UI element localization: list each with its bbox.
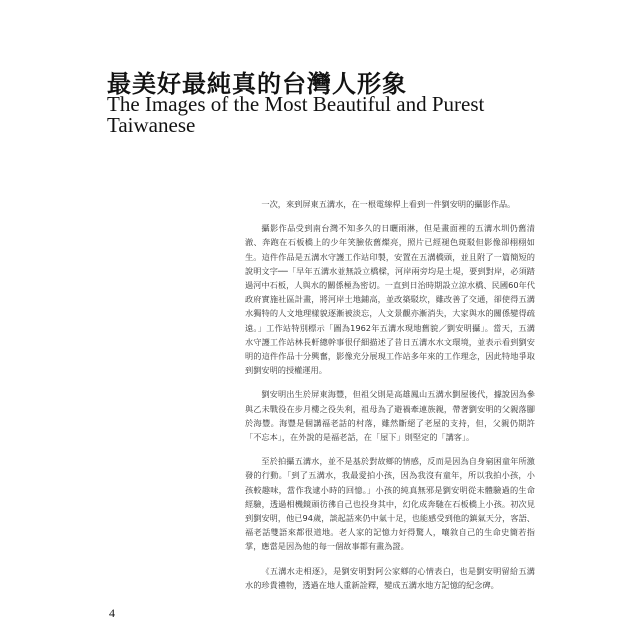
paragraph: 至於拍攝五溝水，並不是基於對故鄉的情感，反而是因為自身窮困童年所激發的行動。「到了五溝水，我最愛拍小孩，因為我沒有童年，所以我拍小孩，小孩較趣味，當作我逮小時的回憶。」小孩的純真無邪是劉安明從未體驗過的生命經驗，透過相機鏡頭彷彿自己也投身其中，幻化成奔馳在石板橋上小孩。初次見到劉安明，他已94歲，談起話來仍中氣十足，也能感受到他的鎮氣天分，客語、福老話雙語來都很道地。老人家的記憶力好得驚人，嚷敘自己的生命史簡若指掌，應當是因為他的每一個故事都有畫為證。 [245,456,535,552]
chinese-title: 最美好最純真的台灣人形象 [107,69,407,98]
paragraph: 一次，來到屏東五溝水，在一根電線桿上看到一件劉安明的攝影作品。 [261,199,516,209]
english-title: The Images of the Most Beautiful and Purest Taiwanese [107,92,485,137]
paragraph: 《五溝水走相逐》，是劉安明對阿公家鄉的心情表白，也是劉安明留給五溝水的珍貴禮物，透過在地人重新詮釋，變成五溝水地方記憶的紀念碑。 [245,565,535,590]
paragraph: 劉安明出生於屏東海豐，但祖父則是高雄鳳山五溝水劉屋後代，據說因為參與乙未戰役在步月樓之役失利，祖母為了避禍牽連族親，帶著劉安明的父親落腳於海豐。海豐是個講福老話的村落，雖然斷絕了老屋的支持，但，父親仍期許「不忘本」，在外說的是福老話，在「屋下」則堅定的「講客」。 [245,389,535,443]
page-number: 4 [109,606,115,620]
body-text [245,197,535,602]
paragraph: 攝影作品受到南台灣不知多久的日曬雨淋，但是畫面裡的五溝水圳仍舊清澈、奔跑在石板橋上的少年笑臉依舊燦亮，照片已經褪色斑駁但影像卻栩栩如生。這件作品是五溝水守護工作站印製，安置在五溝橋頭，並且附了一篇簡短的說明文字──「早年五溝水並無設立橋樑，河岸兩旁均是土堤，要到對岸，必須踏過河中石板，人與水的關係極為密切。一直到日治時期設立涼水橋、民國60年代政府實施社區計畫，將河岸土地鋪高，並改築駁坎，雖改善了交通，卻使得五溝水獨特的人文地理樣貌逐漸被淡忘，人文景觀亦漸消失，大家與水的關係變得疏遠。」工作站特別標示「圖為1962年五溝水現地舊貌／劉安明攝」。當天，五溝水守護工作站林長軒總幹事很仔細描述了昔日五溝水水文環境，並表示看到劉安明的這件作品十分興奮，影像充分展現工作站多年來的工作理念，因此特地爭取到劉安明的授權運用。 [245,223,535,376]
